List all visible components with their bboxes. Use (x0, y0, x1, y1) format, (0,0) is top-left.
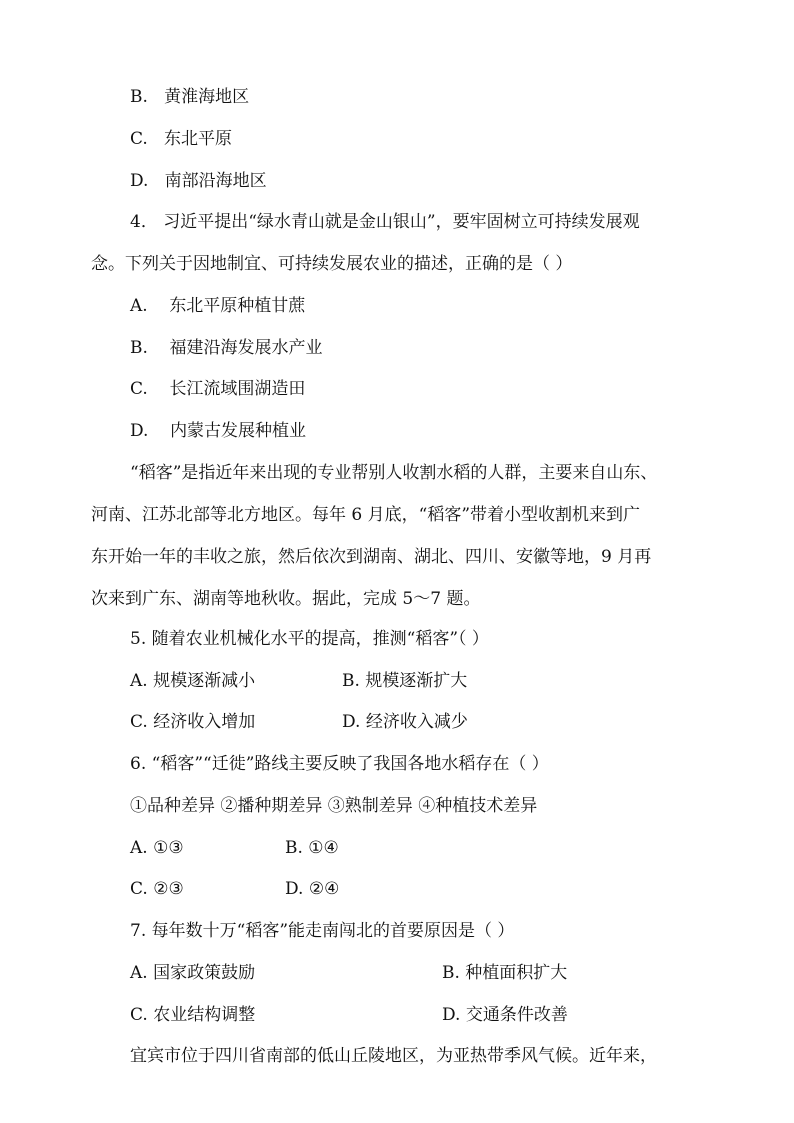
q4-stem-line2: 念。下列关于因地制宜、可持续发展农业的描述，正确的是（ ） (91, 254, 573, 274)
passage-line1: “稻客”是指近年来出现的专业帮别人收割水稻的人群，主要来自山东、 (130, 463, 658, 483)
option-letter: D. (130, 421, 149, 441)
option-letter: B. (130, 338, 148, 358)
q6-option-a: A. ①③ (130, 838, 184, 858)
option-text: 东北平原 (164, 129, 233, 149)
option-text: 长江流域围湖造田 (169, 379, 306, 399)
q3-option-b (130, 86, 249, 108)
q4-option-b (130, 337, 323, 359)
q7-option-a: A. 国家政策鼓励 (130, 963, 256, 983)
q7-stem: 7. 每年数十万“稻客”能走南闯北的首要原因是（ ） (130, 921, 515, 941)
q5-stem: 5. 随着农业机械化水平的提高，推测“稻客”（ ） (130, 629, 489, 649)
option-letter: A. (130, 296, 148, 316)
q4-option-d (130, 420, 306, 442)
passage-line2: 河南、江苏北部等北方地区。每年 6 月底，“稻客”带着小型收割机来到广 (91, 505, 641, 525)
option-letter: C. (130, 129, 148, 149)
option-letter: B. (130, 87, 148, 107)
q5-option-d: D. 经济收入减少 (342, 712, 468, 732)
q5-option-b: B. 规模逐渐扩大 (342, 671, 468, 691)
option-text: 东北平原种植甘蔗 (169, 296, 306, 316)
option-text: 福建沿海发展水产业 (169, 338, 323, 358)
q4-option-a (130, 295, 305, 317)
q7-option-d: D. 交通条件改善 (442, 1005, 568, 1025)
q6-items: ①品种差异 ②播种期差异 ③熟制差异 ④种植技术差异 (130, 796, 538, 816)
next-passage-line1: 宜宾市位于四川省南部的低山丘陵地区，为亚热带季风气候。近年来， (130, 1046, 657, 1066)
q5-option-c: C. 经济收入增加 (130, 712, 256, 732)
option-letter: D. (130, 171, 149, 191)
option-text: 黄淮海地区 (164, 87, 250, 107)
q3-option-c (130, 128, 232, 150)
q5-option-a: A. 规模逐渐减小 (130, 671, 256, 691)
passage-line4: 次来到广东、湖南等地秋收。据此，完成 5～7 题。 (91, 589, 481, 609)
q6-option-d: D. ②④ (285, 879, 340, 899)
q4-option-c (130, 378, 305, 400)
option-text: 南部沿海地区 (164, 171, 267, 191)
q6-option-c: C. ②③ (130, 879, 184, 899)
option-text: 内蒙古发展种植业 (170, 421, 307, 441)
q7-option-b: B. 种植面积扩大 (442, 963, 568, 983)
q4-stem-line1: 4． 习近平提出“绿水青山就是金山银山”，要牢固树立可持续发展观 (130, 212, 640, 232)
passage-line3: 东开始一年的丰收之旅，然后依次到湖南、湖北、四川、安徽等地，9 月再 (91, 547, 652, 567)
q7-option-c: C. 农业结构调整 (130, 1005, 256, 1025)
q3-option-d (130, 170, 267, 192)
q6-option-b: B. ①④ (285, 838, 339, 858)
option-letter: C. (130, 379, 148, 399)
q6-stem: 6. “稻客”“迁徙”路线主要反映了我国各地水稻存在（ ） (130, 754, 549, 774)
